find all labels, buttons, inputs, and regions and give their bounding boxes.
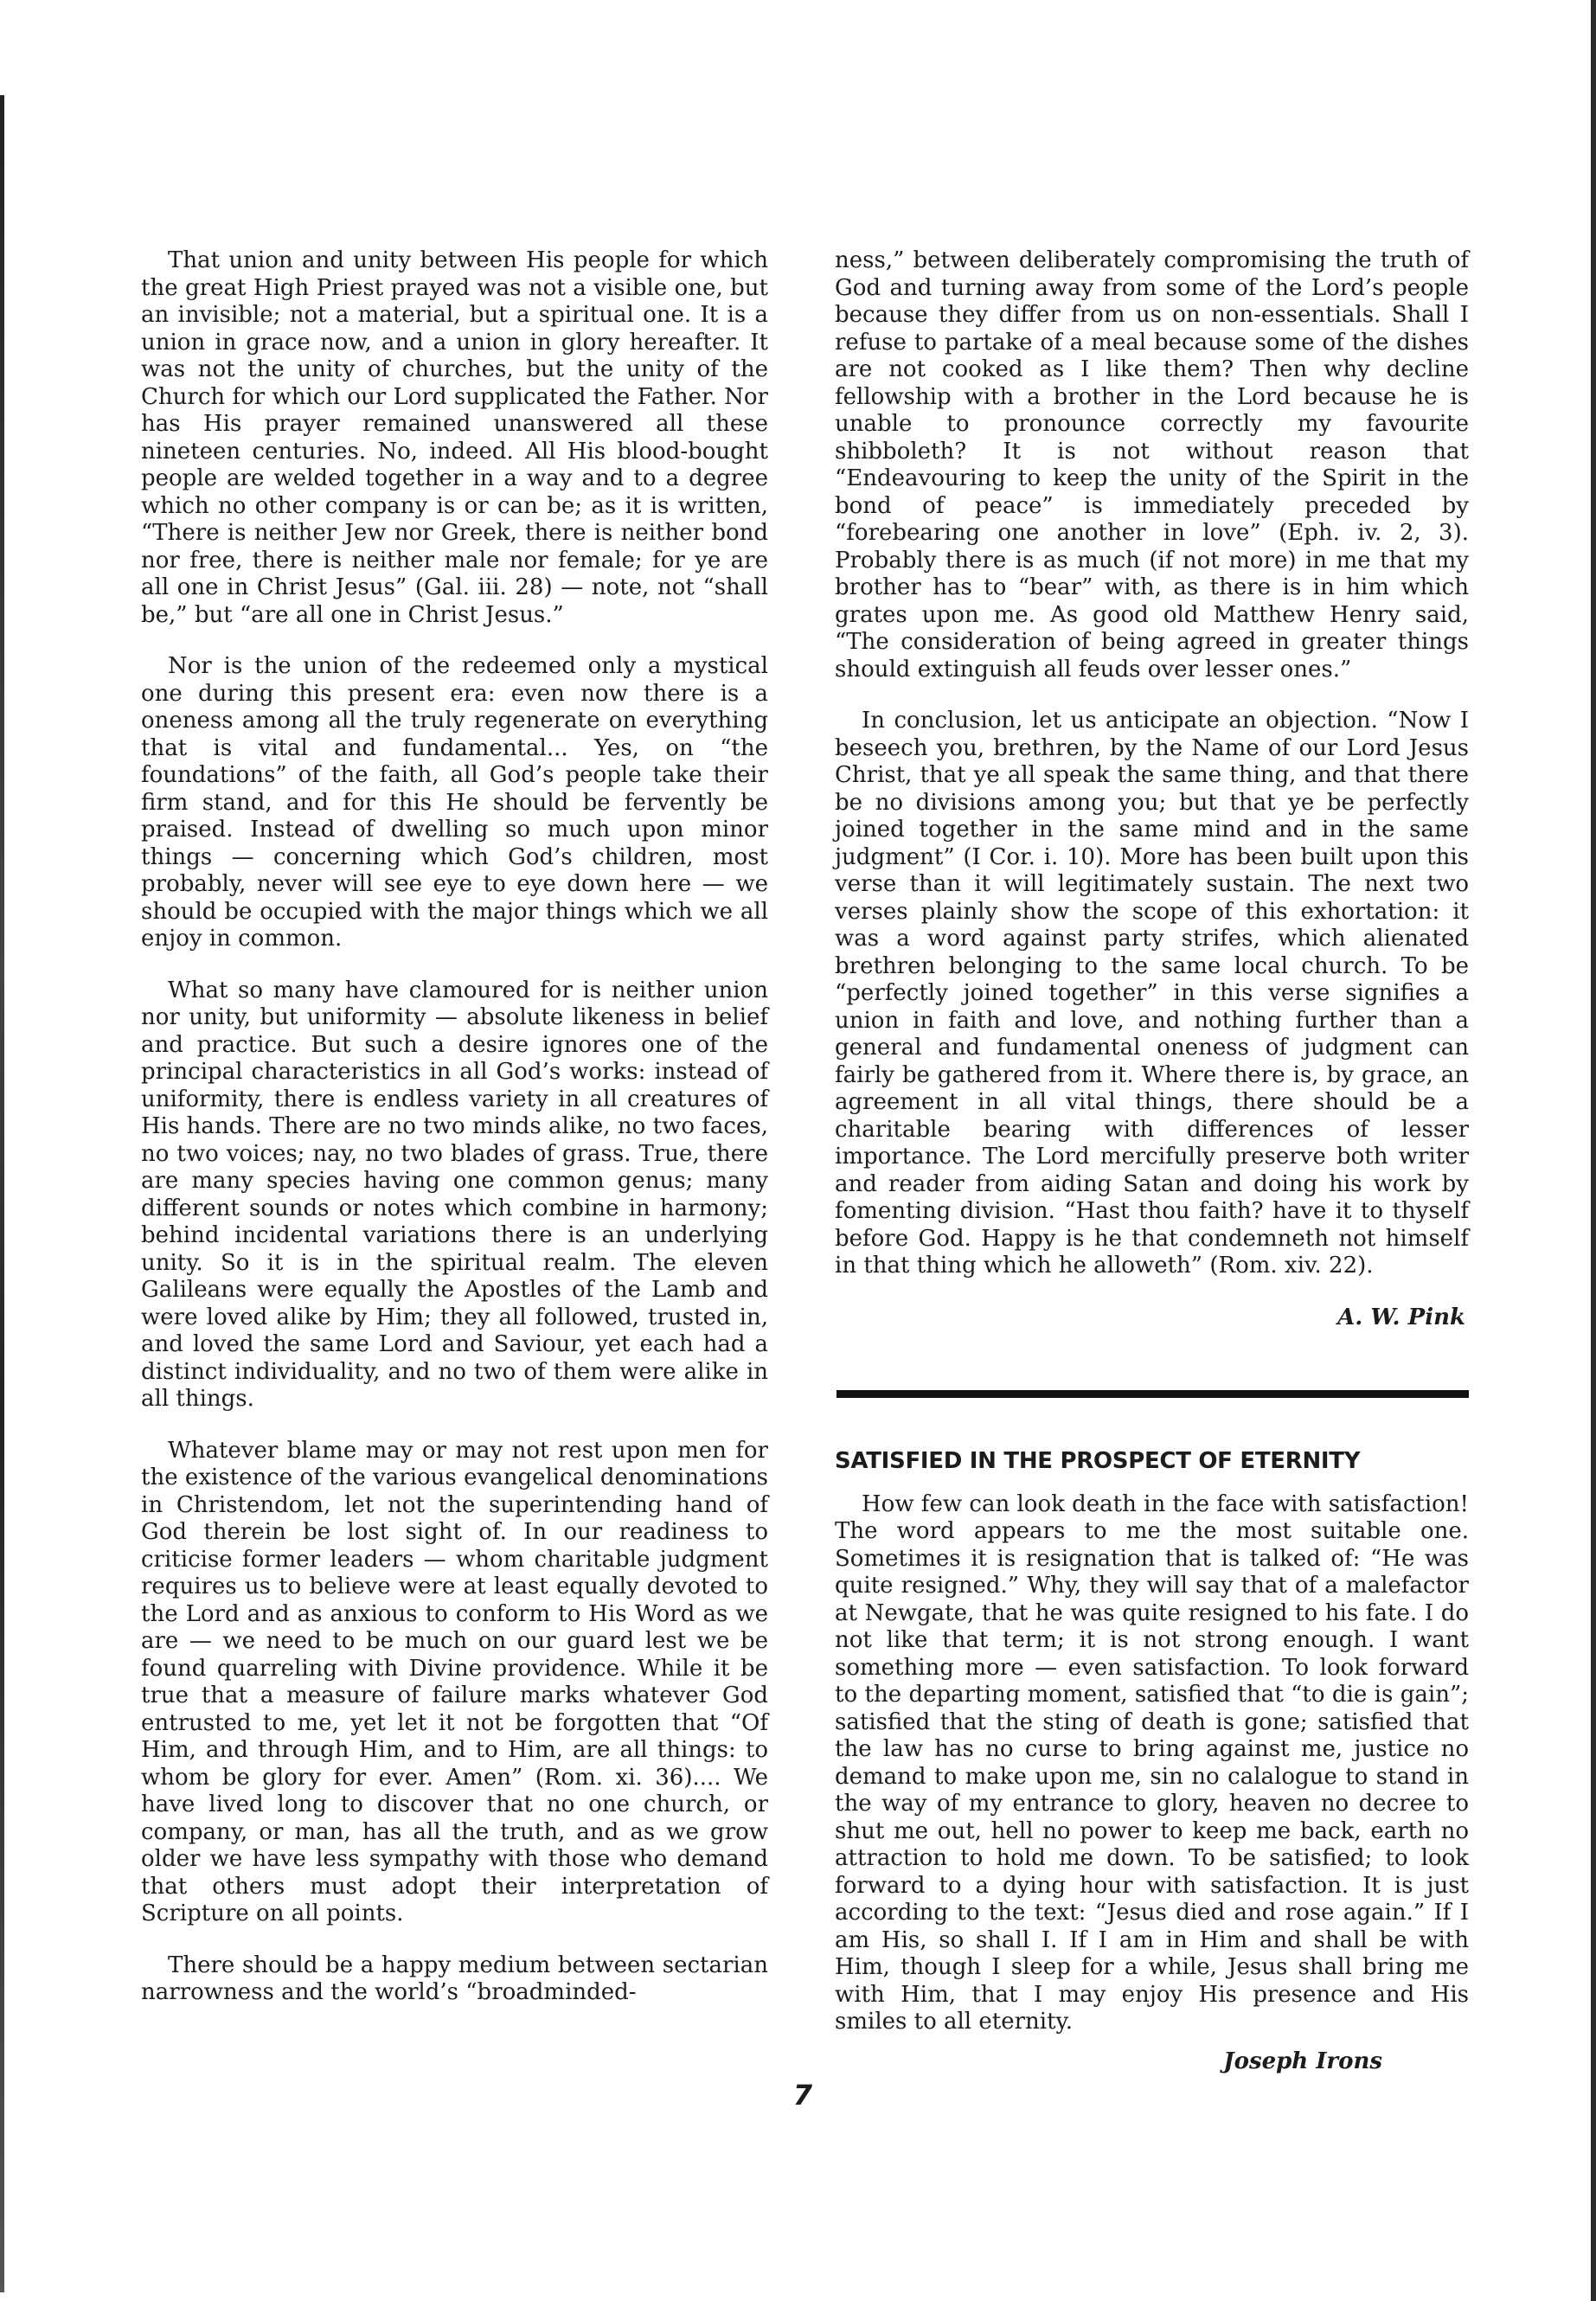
left-paragraph-1: That union and unity between His people for which the great High Priest prayed was not a visible one, but an invisible; not a material, but a spiritual one. It is a union in grace now, and a union in glory hereafter. It was not the unity of churches, but the unity of the Church for which our Lord supplicated the Father. Nor has His prayer remained unanswered all these nineteen centuries. No, indeed. All His blood-bought people are welded together in a way and to a degree which no other company is or can be; as it is written, “There is neither Jew nor Greek, there is neither bond nor free, there is neither male nor female; for ye are all one in Christ Jesus” (Gal. iii. 28) — note, not “shall be,” but “are all one in Christ Jesus.”	[141, 247, 768, 628]
scan-edge-right	[1591, 0, 1596, 2301]
author-signature: A. W. Pink	[1337, 1304, 1465, 1330]
right-column	[835, 247, 1469, 2099]
left-paragraph-4: Whatever blame may or may not rest upon men for the existence of the various evangelical denominations in Christendom, let not the superintending hand of God therein be lost sight of. In our readiness to criticise former leaders — whom charitable judgment requires us to believe were at least equally devoted to the Lord and as anxious to conform to His Word as we are — we need to be much on our guard lest we be found quarreling with Divine providence. While it be true that a measure of failure marks whatever God entrusted to me, yet let it not be forgotten that “Of Him, and through Him, and to Him, are all things: to whom be glory for ever. Amen” (Rom. xi. 36).... We have lived long to discover that no one church, or company, or man, has all the truth, and as we grow older we have less sympathy with those who demand that others must adopt their interpretation of Scripture on all points.	[141, 1437, 768, 1926]
page-number: 7	[792, 2079, 813, 2112]
left-paragraph-2: Nor is the union of the redeemed only a mystical one during this present era: even now there is a oneness among all the truly regenerate on everything that is vital and fundamental... Yes, on “the foundations” of the faith, all God’s people take their firm stand, and for this He should be fervently be praised. Instead of dwelling so much upon minor things — concerning which God’s children, most probably, never will see eye to eye down here — we should be occupied with the major things which we all enjoy in common.	[141, 653, 768, 952]
right-paragraph-1: ness,” between deliberately compromising the truth of God and turning away from some of the Lord’s people because they differ from us on non-essentials. Shall I refuse to partake of a meal because some of the dishes are not cooked as I like them? Then why decline fellowship with a brother in the Lord because he is unable to pronounce correctly my favourite shibboleth? It is not without reason that “Endeavouring to keep the unity of the Spirit in the bond of peace” is immediately preceded by “forebearing one another in love” (Eph. iv. 2, 3). Probably there is as much (if not more) in me that my brother has to “bear” with, as there is in him which grates upon me. As good old Matthew Henry said, “The consideration of being agreed in greater things should extinguish all feuds over lesser ones.”	[835, 247, 1469, 683]
right-paragraph-2: In conclusion, let us anticipate an objection. “Now I beseech you, brethren, by the Name of our Lord Jesus Christ, that ye all speak the same thing, and that there be no divisions among you; but that ye be perfectly joined together in the same mind and in the same judgment” (I Cor. i. 10). More has been built upon this verse than it will legitimately sustain. The next two verses plainly show the scope of this exhortation: it was a word against party strifes, which alienated brethren belonging to the same local church. To be “perfectly joined together” in this verse signifies a union in faith and love, and nothing further than a general and fundamental oneness of judgment can fairly be gathered from it. Where there is, by grace, an agreement in all vital things, there should be a charitable bearing with differences of lesser importance. The Lord mercifully preserve both writer and reader from aiding Satan and doing his work by fomenting division. “Hast thou faith? have it to thyself before God. Happy is he that condemneth not himself in that thing which he alloweth” (Rom. xiv. 22).	[835, 708, 1469, 1279]
right-paragraph-3: How few can look death in the face with satisfaction! The word appears to me the most suitable one. Sometimes it is resignation that is talked of: “He was quite resigned.” Why, they will say that of a malefactor at Newgate, that he was quite resigned to his fate. I do not like that term; it is not strong enough. I want something more — even satisfaction. To look forward to the departing moment, satisfied that “to die is gain”; satisfied that the sting of death is gone; satisfied that the law has no curse to bring against me, justice no demand to make upon me, sin no calalogue to stand in the way of my entrance to glory, heaven no decree to shut me out, hell no power to keep me back, earth no attraction to hold me down. To be satisfied; to look forward to a dying hour with satisfaction. It is just according to the text: “Jesus died and rose again.” If I am His, so shall I. If I am in Him and shall be with Him, though I sleep for a while, Jesus shall bring me with Him, that I may enjoy His presence and His smiles to all eternity.	[835, 1490, 1469, 2035]
left-column	[141, 247, 768, 2031]
author-signature-2: Joseph Irons	[1223, 2048, 1382, 2074]
left-paragraph-3: What so many have clamoured for is neither union nor unity, but uniformity — absolute likeness in belief and practice. But such a desire ignores one of the principal characteristics in all God’s works: instead of uniformity, there is endless variety in all creatures of His hands. There are no two minds alike, no two faces, no two voices; nay, no two blades of grass. True, there are many species having one common genus; many different sounds or notes which combine in harmony; behind incidental variations there is an underlying unity. So it is in the spiritual realm. The eleven Galileans were equally the Apostles of the Lamb and were loved alike by Him; they all followed, trusted in, and loved the same Lord and Saviour, yet each had a distinct individuality, and no two of them were alike in all things.	[141, 977, 768, 1412]
section-divider	[836, 1390, 1469, 1398]
article-title: SATISFIED IN THE PROSPECT OF ETERNITY	[835, 1448, 1361, 1474]
left-paragraph-5: There should be a happy medium between sectarian narrowness and the world’s “broadminded-	[141, 1952, 768, 2005]
scan-edge-left	[0, 95, 4, 2292]
